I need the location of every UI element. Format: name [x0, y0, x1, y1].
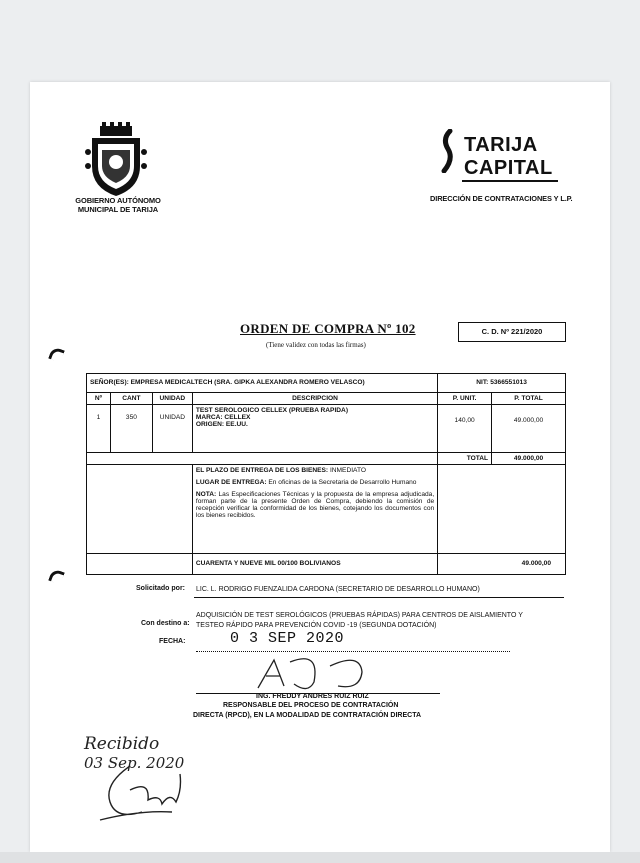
- solicitado-value: LIC. L. RODRIGO FUENZALIDA CARDONA (SECRETARIO DE DESARROLLO HUMANO): [196, 586, 480, 593]
- tarija-logo-icon: [438, 129, 460, 173]
- brand-line-1: TARIJA: [464, 134, 538, 156]
- punch-hole-bottom: [48, 568, 65, 585]
- item-desc-line-2: MARCA: CELLEX: [195, 414, 251, 421]
- handwritten-date: 03 Sep. 2020: [84, 754, 185, 772]
- handwritten-signature-icon: [90, 762, 190, 826]
- gov-name: [62, 196, 174, 214]
- conditions-row: [87, 465, 566, 554]
- solicitado-label: Solicitado por:: [136, 585, 185, 592]
- brand-divider: [462, 180, 558, 182]
- col-header-p-total: P. TOTAL: [492, 393, 566, 405]
- nota-label: NOTA:: [195, 491, 217, 498]
- col-header-descripcion: DESCRIPCION: [192, 393, 437, 405]
- amount-in-words: CUARENTA Y NUEVE MIL 00/100 BOLIVIANOS: [192, 554, 437, 575]
- total-value: 49.000,00: [492, 453, 566, 465]
- top-bar: [0, 0, 640, 80]
- order-title: ORDEN DE COMPRA Nº 102: [240, 321, 416, 336]
- supplier-row: [87, 374, 566, 393]
- destino-label: Con destino a:: [141, 620, 190, 627]
- destino-line-1: ADQUISICIÓN DE TEST SEROLÓGICOS (PRUEBAS RÁPIDAS) PARA CENTROS DE AISLAMIENTO Y: [196, 612, 523, 619]
- fecha-label: FECHA:: [159, 638, 186, 645]
- col-header-n: Nº: [87, 393, 111, 405]
- signature-icon: [250, 642, 380, 696]
- destino-line-2: TESTEO RÁPIDO PARA PREVENCIÓN COVID -19 (SEGUNDA DOTACIÓN): [196, 622, 437, 629]
- conditions-cell: [192, 465, 437, 554]
- item-n: 1: [87, 405, 111, 453]
- nit-cell: NIT: 5366551013: [438, 374, 566, 393]
- brand-line-2: CAPITAL: [464, 157, 553, 179]
- amount-total: 49.000,00: [438, 554, 566, 575]
- order-table: [86, 373, 566, 575]
- item-unidad: UNIDAD: [152, 405, 192, 453]
- nota-value: Las Especificaciones Técnicas y la propuesta de la empresa adjudicada, forman parte de la presente Orden de Compra, debiendo la comisión de recepción verificar la conformidad de los bienes, cotejando los documentos con los bienes recibidos.: [195, 491, 435, 519]
- item-p-unit: 140,00: [438, 405, 492, 453]
- item-desc-line-3: ORIGEN: EE.UU.: [195, 421, 248, 428]
- plazo-label: EL PLAZO DE ENTREGA DE LOS BIENES:: [195, 467, 329, 474]
- direccion-label: DIRECCIÓN DE CONTRATACIONES Y L.P.: [430, 194, 573, 203]
- signer-role-2: DIRECTA (RPCD), EN LA MODALIDAD DE CONTRATACIÓN DIRECTA: [193, 712, 422, 719]
- header-row: [87, 393, 566, 405]
- signer-name: ING. FREDDY ANDRES RUIZ RUIZ: [256, 693, 369, 700]
- cd-number-box: C. D. Nº 221/2020: [458, 322, 566, 342]
- col-header-unidad: UNIDAD: [152, 393, 192, 405]
- total-row: [87, 453, 566, 465]
- signer-role-1: RESPONSABLE DEL PROCESO DE CONTRATACIÓN: [223, 702, 399, 709]
- punch-hole-top: [48, 346, 65, 363]
- lugar-value: En oficinas de la Secretaria de Desarrollo Humano: [266, 479, 417, 486]
- gov-line-2: MUNICIPAL DE TARIJA: [77, 205, 159, 214]
- lugar-label: LUGAR DE ENTREGA:: [195, 479, 267, 486]
- fecha-stamp: 0 3 SEP 2020: [230, 630, 345, 647]
- item-description: [192, 405, 437, 453]
- item-desc-line-1: TEST SEROLOGICO CELLEX (PRUEBA RAPIDA): [195, 407, 349, 414]
- col-header-p-unit: P. UNIT.: [438, 393, 492, 405]
- literal-row: [87, 554, 566, 575]
- order-subtitle: (Tiene validez con todas las firmas): [266, 341, 366, 349]
- total-label: TOTAL: [438, 453, 492, 465]
- bottom-bar: [0, 852, 640, 863]
- item-cant: 350: [110, 405, 152, 453]
- item-row: [87, 405, 566, 453]
- item-p-total: 49.000,00: [492, 405, 566, 453]
- handwritten-recibido: Recibido: [84, 734, 160, 754]
- solicitado-underline: [194, 597, 564, 598]
- plazo-value: INMEDIATO: [328, 467, 366, 474]
- supplier-cell: SEÑOR(ES): EMPRESA MEDICALTECH (SRA. GIPKA ALEXANDRA ROMERO VELASCO): [87, 374, 438, 393]
- col-header-cant: CANT: [110, 393, 152, 405]
- gov-line-1: GOBIERNO AUTÓNOMO: [75, 196, 161, 205]
- document-page: [30, 82, 610, 852]
- municipal-seal-icon: [84, 122, 148, 198]
